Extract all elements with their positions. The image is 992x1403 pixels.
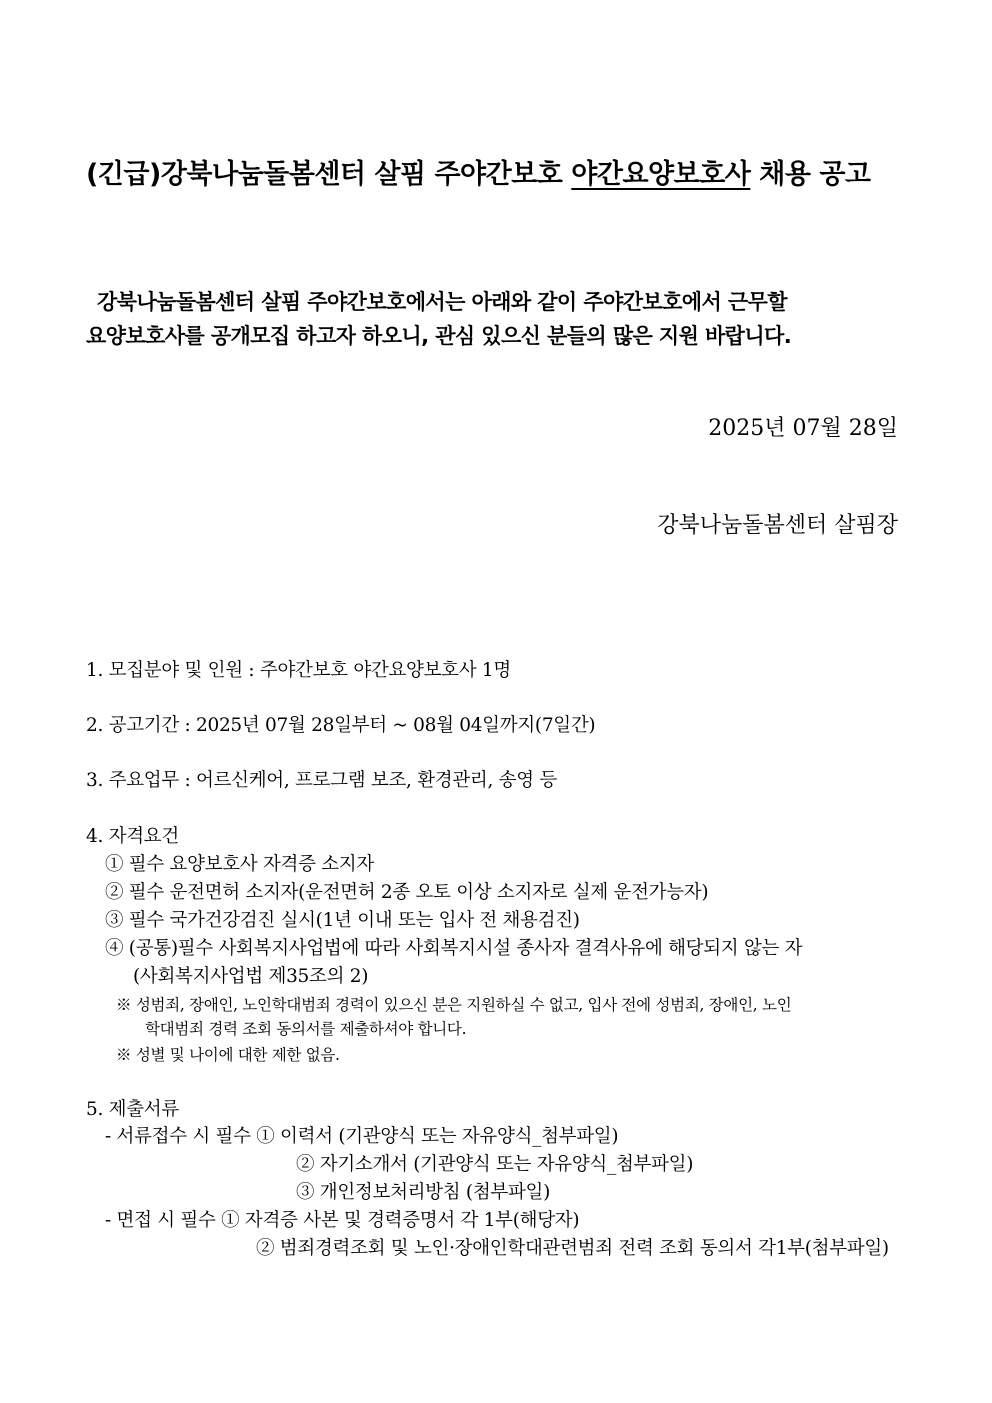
requirement-3: ③ 필수 국가건강검진 실시(1년 이내 또는 입사 전 채용검진) [105,910,580,931]
intro-line-1: 강북나눔돌봄센터 살핌 주야간보호에서는 아래와 같이 주야간보호에서 근무할 [97,290,787,314]
note-no-restriction: ※ 성별 및 나이에 대한 제한 없음. [116,1046,340,1064]
requirement-4-cont: (사회복지사업법 제35조의 2) [133,966,369,987]
item-recruitment: 1. 모집분야 및 인원 : 주야간보호 야간요양보호사 1명 [86,660,511,681]
interview-document-1: - 면접 시 필수 ① 자격증 사본 및 경력증명서 각 1부(해당자) [105,1210,580,1231]
title-suffix: 채용 공고 [750,159,871,190]
title-underlined: 야간요양보호사 [571,159,751,190]
requirement-1: ① 필수 요양보호사 자격증 소지자 [105,854,374,875]
interview-document-2: ② 범죄경력조회 및 노인·장애인학대관련범죄 전력 조회 동의서 각1부(첨부파일) [256,1238,889,1259]
document-2: ② 자기소개서 (기관양식 또는 자유양식_첨부파일) [296,1154,694,1175]
title-prefix: (긴급)강북나눔돌봄센터 살핌 주야간보호 [86,159,572,190]
item-period: 2. 공고기간 : 2025년 07월 28일부터 ~ 08월 04일까지(7일간) [86,715,596,736]
intro-line-2: 요양보호사를 공개모집 하고자 하오니, 관심 있으신 분들의 많은 지원 바랍니다. [86,324,792,348]
item-documents-heading: 5. 제출서류 [86,1099,179,1120]
document-1: - 서류접수 시 필수 ① 이력서 (기관양식 또는 자유양식_첨부파일) [105,1126,619,1147]
intro-paragraph [86,285,910,353]
page-title [86,152,908,191]
announcement-date: 2025년 07월 28일 [708,416,898,441]
note-criminal-record: ※ 성범죄, 장애인, 노인학대범죄 경력이 있으신 분은 지원하실 수 없고, 입사 전에 성범죄, 장애인, 노인 [116,996,792,1014]
document-3: ③ 개인정보처리방침 (첨부파일) [296,1182,551,1203]
organization-name: 강북나눔돌봄센터 살핌장 [657,513,898,538]
note-criminal-record-cont: 학대범죄 경력 조회 동의서를 제출하셔야 합니다. [145,1020,467,1038]
requirement-4: ④ (공통)필수 사회복지사업법에 따라 사회복지시설 종사자 결격사유에 해당되지 않는 자 [105,938,803,959]
item-duties: 3. 주요업무 : 어르신케어, 프로그램 보조, 환경관리, 송영 등 [86,770,557,791]
requirement-2: ② 필수 운전면허 소지자(운전면허 2종 오토 이상 소지자로 실제 운전가능자) [105,882,709,903]
item-qualifications-heading: 4. 자격요건 [86,826,179,847]
